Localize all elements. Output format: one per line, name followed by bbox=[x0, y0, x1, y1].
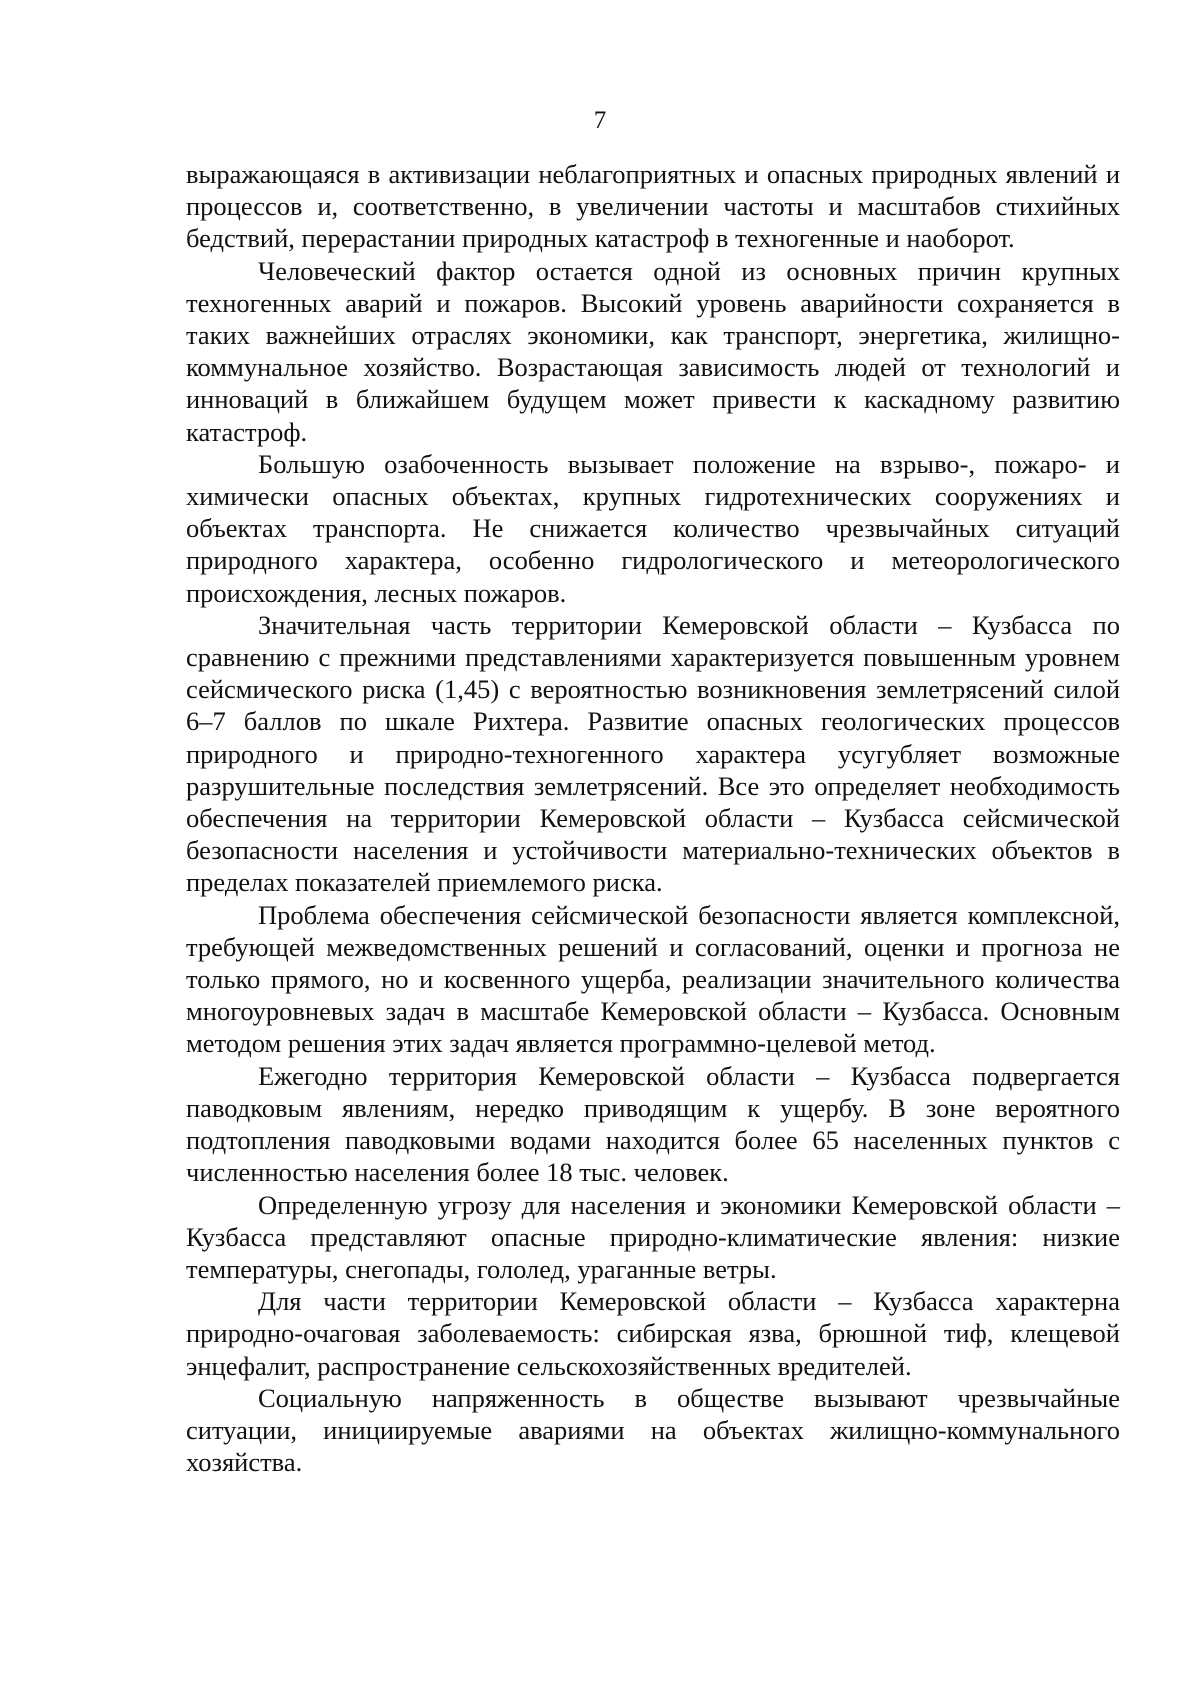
paragraph-natural-focal-diseases: Для части территории Кемеровской области – Кузбасса характерна природно-очаговая заболеваемость: сибирская язва, брюшной тиф, клещевой энцефалит, распространение сельскохозяйственных вредителей. bbox=[186, 1286, 1120, 1381]
document-body bbox=[186, 158, 1120, 1478]
page-number: 7 bbox=[593, 107, 607, 134]
paragraph-climatic-phenomena: Определенную угрозу для населения и экономики Кемеровской области – Кузбасса представляют опасные природно-климатические явления: низкие температуры, снегопады, гололед, ураганные ветры. bbox=[186, 1189, 1120, 1284]
paragraph-continuation: выражающаяся в активизации неблагоприятных и опасных природных явлений и процессов и, соответственно, в увеличении частоты и масштабов стихийных бедствий, перерастании природных катастроф в техногенные и наоборот. bbox=[186, 159, 1120, 254]
paragraph-seismic-safety-problem: Проблема обеспечения сейсмической безопасности является комплексной, требующей межведомственных решений и согласований, оценки и прогноза не только прямого, но и косвенного ущерба, реализации значительного количества многоуровневых задач в масштабе Кемеровской области – Кузбасса. Основным методом решения этих задач является программно-целевой метод. bbox=[186, 899, 1120, 1059]
paragraph-floods: Ежегодно территория Кемеровской области – Кузбасса подвергается паводковым явлениям, нередко приводящим к ущербу. В зоне вероятного подтопления паводковыми водами находится более 65 населенных пунктов с численностью населения более 18 тыс. человек. bbox=[186, 1060, 1120, 1188]
paragraph-human-factor: Человеческий фактор остается одной из основных причин крупных техногенных аварий и пожаров. Высокий уровень аварийности сохраняется в таких важнейших отраслях экономики, как транспорт, энергетика, жилищно-коммунальное хозяйство. Возрастающая зависимость людей от технологий и инноваций в ближайшем будущем может привести к каскадному развитию катастроф. bbox=[186, 255, 1120, 447]
paragraph-social-tension: Социальную напряженность в обществе вызывают чрезвычайные ситуации, инициируемые авариями на объектах жилищно-коммунального хозяйства. bbox=[186, 1382, 1120, 1478]
paragraph-seismic-risk: Значительная часть территории Кемеровской области – Кузбасса по сравнению с прежними представлениями характеризуется повышенным уровнем сейсмического риска (1,45) с вероятностью возникновения землетрясений силой 6–7 баллов по шкале Рихтера. Развитие опасных геологических процессов природного и природно-техногенного характера усугубляет возможные разрушительные последствия землетрясений. Все это определяет необходимость обеспечения на территории Кемеровской области – Кузбасса сейсмической безопасности населения и устойчивости материально-технических объектов в пределах показателей приемлемого риска. bbox=[186, 609, 1120, 898]
paragraph-hazardous-objects: Большую озабоченность вызывает положение на взрыво-, пожаро- и химически опасных объектах, крупных гидротехнических сооружениях и объектах транспорта. Не снижается количество чрезвычайных ситуаций природного характера, особенно гидрологического и метеорологического происхождения, лесных пожаров. bbox=[186, 448, 1120, 608]
